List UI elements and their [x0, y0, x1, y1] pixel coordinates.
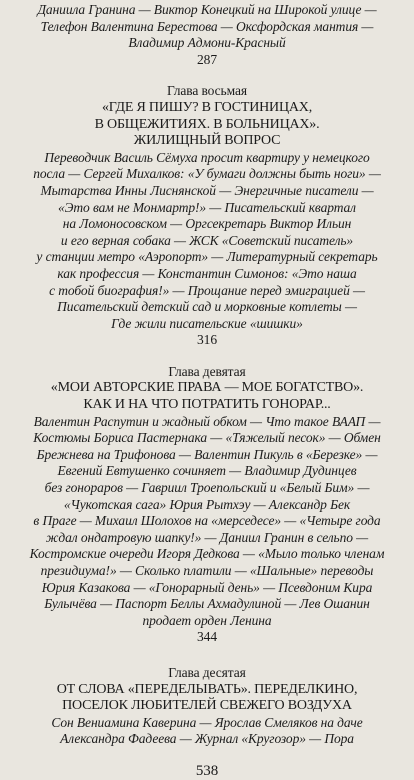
toc-entry-line: на Ломоносовском — Оргсекретарь Виктор Ильин	[62, 216, 352, 232]
toc-entry-line: Булычёва — Паспорт Беллы Ахмадулиной — Лев Ошанин	[44, 596, 370, 612]
toc-entry-line: Евгений Евтушенко сочиняет — Владимир Дудинцев	[57, 463, 357, 479]
toc-page-number: 344	[197, 629, 217, 645]
toc-entry-line: у станции метро «Аэропорт» — Литературный секретарь	[36, 249, 378, 265]
toc-entry-line: Сон Вениамина Каверина — Ярослав Смеляков на даче	[51, 714, 363, 730]
toc-entry-line: Телефон Валентина Берестова — Оксфордская мантия —	[40, 18, 374, 34]
toc-entry-line: Даниила Гранина — Виктор Конецкий на Широкой улице —	[37, 2, 377, 17]
chapter-title-line: «МОИ АВТОРСКИЕ ПРАВА — МОЕ БОГАТСТВО».	[50, 380, 364, 396]
toc-page-number: 287	[197, 51, 217, 67]
toc-entry-line: Переводчик Василь Сёмуха просит квартиру у немецкого	[44, 149, 370, 165]
toc-entry-line: Мытарства Инны Лиснянской — Энергичные писатели —	[40, 182, 374, 198]
chapter-title-line: ЖИЛИЩНЫЙ ВОПРОС	[133, 133, 281, 149]
chapter-title-line: ПОСЕЛОК ЛЮБИТЕЛЕЙ СВЕЖЕГО ВОЗДУХА	[62, 698, 352, 714]
toc-entry-line: и его верная собака — ЖСК «Советский писатель»	[60, 232, 354, 248]
toc-entry-line: Костюмы Бориса Пастернака — «Тяжелый песок» — Обмен	[33, 430, 381, 446]
chapter-label: Глава девятая	[168, 363, 246, 379]
toc-entry-line: Писательский детский сад и морковные котлеты —	[57, 299, 357, 315]
toc-chapter-9	[10, 364, 404, 646]
toc-entry-line: Владимир Адмони-Красный	[128, 35, 286, 51]
toc-entry-line: Где жили писательские «шишки»	[111, 315, 303, 331]
toc-entry-line: президиума!» — Сколько платили — «Шальные» переводы	[40, 563, 374, 578]
toc-entry-line: Юрия Казакова — «Гонорарный день» — Псевдоним Кира	[41, 579, 373, 595]
toc-entry-line: Валентин Распутин и жадный обком — Что такое ВААП —	[33, 413, 381, 429]
toc-entry-line: с тобой биография!» — Прощание перед эмиграцией —	[49, 282, 365, 298]
toc-entry-line: продает орден Ленина	[142, 612, 272, 628]
toc-chapter-10	[10, 665, 404, 748]
toc-page-number: 316	[197, 332, 217, 348]
chapter-title-line: КАК И НА ЧТО ПОТРАТИТЬ ГОНОРАР...	[83, 397, 331, 413]
footer-page-number: 538	[195, 762, 219, 779]
toc-entry-line: как профессия — Константин Симонов: «Это наша	[57, 265, 357, 281]
toc-chapter-8	[10, 83, 404, 349]
toc-entry-line: Александра Фадеева — Журнал «Кругозор» — Пора	[60, 731, 354, 747]
toc-entry-line: Костромские очереди Игоря Дедкова — «Мыло только членам	[29, 546, 385, 562]
toc-entry-line: в Праге — Михаил Шолохов на «мерседесе» — «Четыре года	[33, 513, 381, 529]
chapter-title-line: ОТ СЛОВА «ПЕРЕДЕЛЫВАТЬ». ПЕРЕДЕЛКИНО,	[56, 681, 358, 697]
toc-entry-line: «Чукотская сага» Юрия Рытхэу — Александр Бек	[63, 496, 351, 512]
chapter-label: Глава восьмая	[167, 83, 247, 99]
toc-entry-line: посла — Сергей Михалков: «У бумаги должны быть ноги» —	[33, 166, 381, 182]
toc-entry-line: без гонораров — Гавриил Троепольский и «Белый Бим» —	[44, 480, 370, 496]
chapter-title-line: «ГДЕ Я ПИШУ? В ГОСТИНИЦАХ,	[102, 99, 312, 115]
toc-entry-line: Брежнева на Трифонова — Валентин Пикуль в «Березке» —	[36, 446, 378, 462]
chapter-title-line: В ОБЩЕЖИТИЯХ. В БОЛЬНИЦАХ».	[94, 116, 320, 132]
toc-entry-line: ждал ондатровую шапку!» — Даниил Гранин в сельпо —	[45, 529, 369, 545]
toc-block-continuation	[10, 2, 404, 68]
toc-entry-line: «Это вам не Монмартр!» — Писательский квартал	[58, 199, 356, 215]
chapter-label: Глава десятая	[168, 664, 246, 680]
